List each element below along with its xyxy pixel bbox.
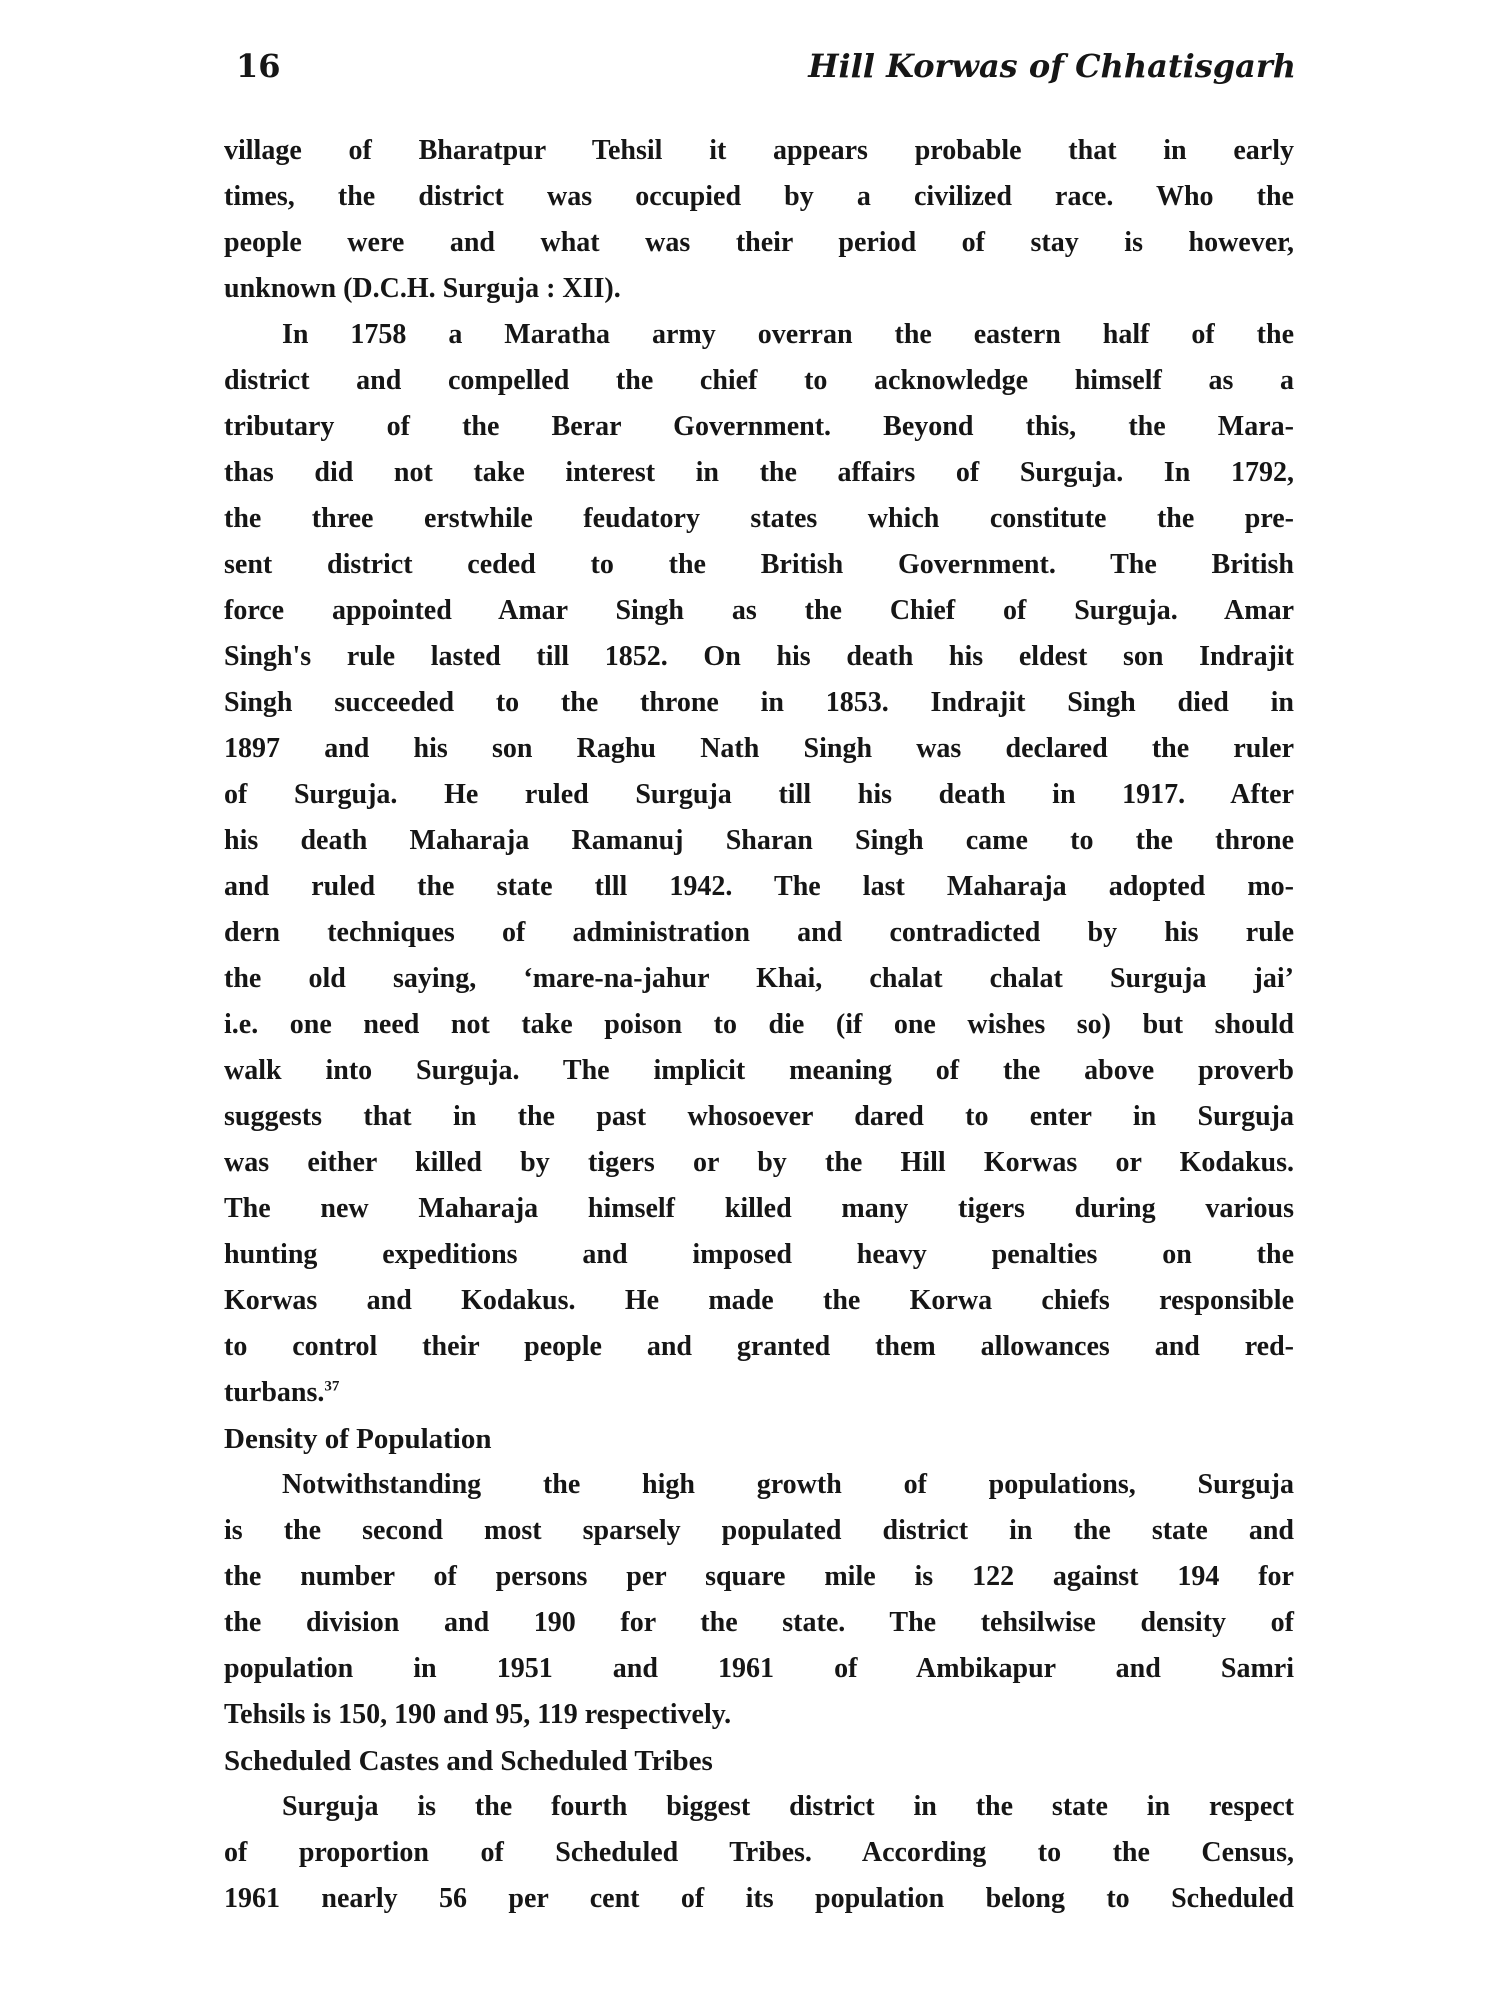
text-line: Singh's rule lasted till 1852. On his death his eldest son Indrajit xyxy=(224,641,1294,672)
text-line: walk into Surguja. The implicit meaning of the above proverb xyxy=(224,1055,1294,1086)
text-line: 1961 nearly 56 per cent of its population belong to Scheduled xyxy=(224,1883,1294,1914)
section-scheduled-castes-and-tribes xyxy=(224,1738,1294,1922)
text-line: Notwithstanding the high growth of populations, Surguja xyxy=(282,1469,1294,1500)
text-line: district and compelled the chief to acknowledge himself as a xyxy=(224,365,1294,396)
footnote-reference: 37 xyxy=(324,1378,340,1395)
text-line-last xyxy=(224,1370,1294,1416)
text-line: the three erstwhile feudatory states which constitute the pre- xyxy=(224,503,1294,534)
text-line: Singh succeeded to the throne in 1853. Indrajit Singh died in xyxy=(224,687,1294,718)
text-line-final-word: turbans. xyxy=(224,1377,325,1408)
text-line: population in 1951 and 1961 of Ambikapur and Samri xyxy=(224,1653,1294,1684)
text-line: The new Maharaja himself killed many tigers during various xyxy=(224,1193,1294,1224)
text-line: village of Bharatpur Tehsil it appears probable that in early xyxy=(224,135,1294,166)
text-line: tributary of the Berar Government. Beyond this, the Mara- xyxy=(224,411,1294,442)
text-line: the old saying, ‘mare-na-jahur Khai, chalat chalat Surguja jai’ xyxy=(224,963,1294,994)
text-line: dern techniques of administration and contradicted by his rule xyxy=(224,917,1294,948)
text-line: the division and 190 for the state. The tehsilwise density of xyxy=(224,1607,1294,1638)
running-head: Hill Korwas of Chhatisgarh xyxy=(808,47,1296,85)
text-line: sent district ceded to the British Government. The British xyxy=(224,549,1294,580)
text-line: times, the district was occupied by a civilized race. Who the xyxy=(224,181,1294,212)
text-line: force appointed Amar Singh as the Chief of Surguja. Amar xyxy=(224,595,1294,626)
text-line: the number of persons per square mile is 122 against 194 for xyxy=(224,1561,1294,1592)
text-line: thas did not take interest in the affairs of Surguja. In 1792, xyxy=(224,457,1294,488)
text-line: to control their people and granted them allowances and red- xyxy=(224,1331,1294,1362)
text-line: and ruled the state tlll 1942. The last Maharaja adopted mo- xyxy=(224,871,1294,902)
section-density-of-population xyxy=(224,1416,1294,1738)
text-line: hunting expeditions and imposed heavy penalties on the xyxy=(224,1239,1294,1270)
section-heading: Density of Population xyxy=(224,1423,492,1455)
text-line: Korwas and Kodakus. He made the Korwa chiefs responsible xyxy=(224,1285,1294,1316)
text-line: Tehsils is 150, 190 and 95, 119 respectively. xyxy=(224,1699,732,1730)
text-line: suggests that in the past whosoever dared to enter in Surguja xyxy=(224,1101,1294,1132)
page-header xyxy=(236,44,1296,88)
page-body xyxy=(224,128,1294,1922)
text-line: people were and what was their period of stay is however, xyxy=(224,227,1294,258)
section-heading: Scheduled Castes and Scheduled Tribes xyxy=(224,1745,713,1777)
text-line: Surguja is the fourth biggest district in the state in respect xyxy=(282,1791,1294,1822)
text-line: unknown (D.C.H. Surguja : XII). xyxy=(224,273,621,304)
page-number: 16 xyxy=(236,47,281,85)
text-line: of proportion of Scheduled Tribes. According to the Census, xyxy=(224,1837,1294,1868)
paragraph-1 xyxy=(224,128,1294,312)
text-line: of Surguja. He ruled Surguja till his death in 1917. After xyxy=(224,779,1294,810)
text-line: was either killed by tigers or by the Hill Korwas or Kodakus. xyxy=(224,1147,1294,1178)
text-line: In 1758 a Maratha army overran the eastern half of the xyxy=(282,319,1294,350)
text-line: 1897 and his son Raghu Nath Singh was declared the ruler xyxy=(224,733,1294,764)
text-line: i.e. one need not take poison to die (if one wishes so) but should xyxy=(224,1009,1294,1040)
text-line: his death Maharaja Ramanuj Sharan Singh came to the throne xyxy=(224,825,1294,856)
paragraph-2 xyxy=(224,312,1294,1416)
text-line: is the second most sparsely populated district in the state and xyxy=(224,1515,1294,1546)
